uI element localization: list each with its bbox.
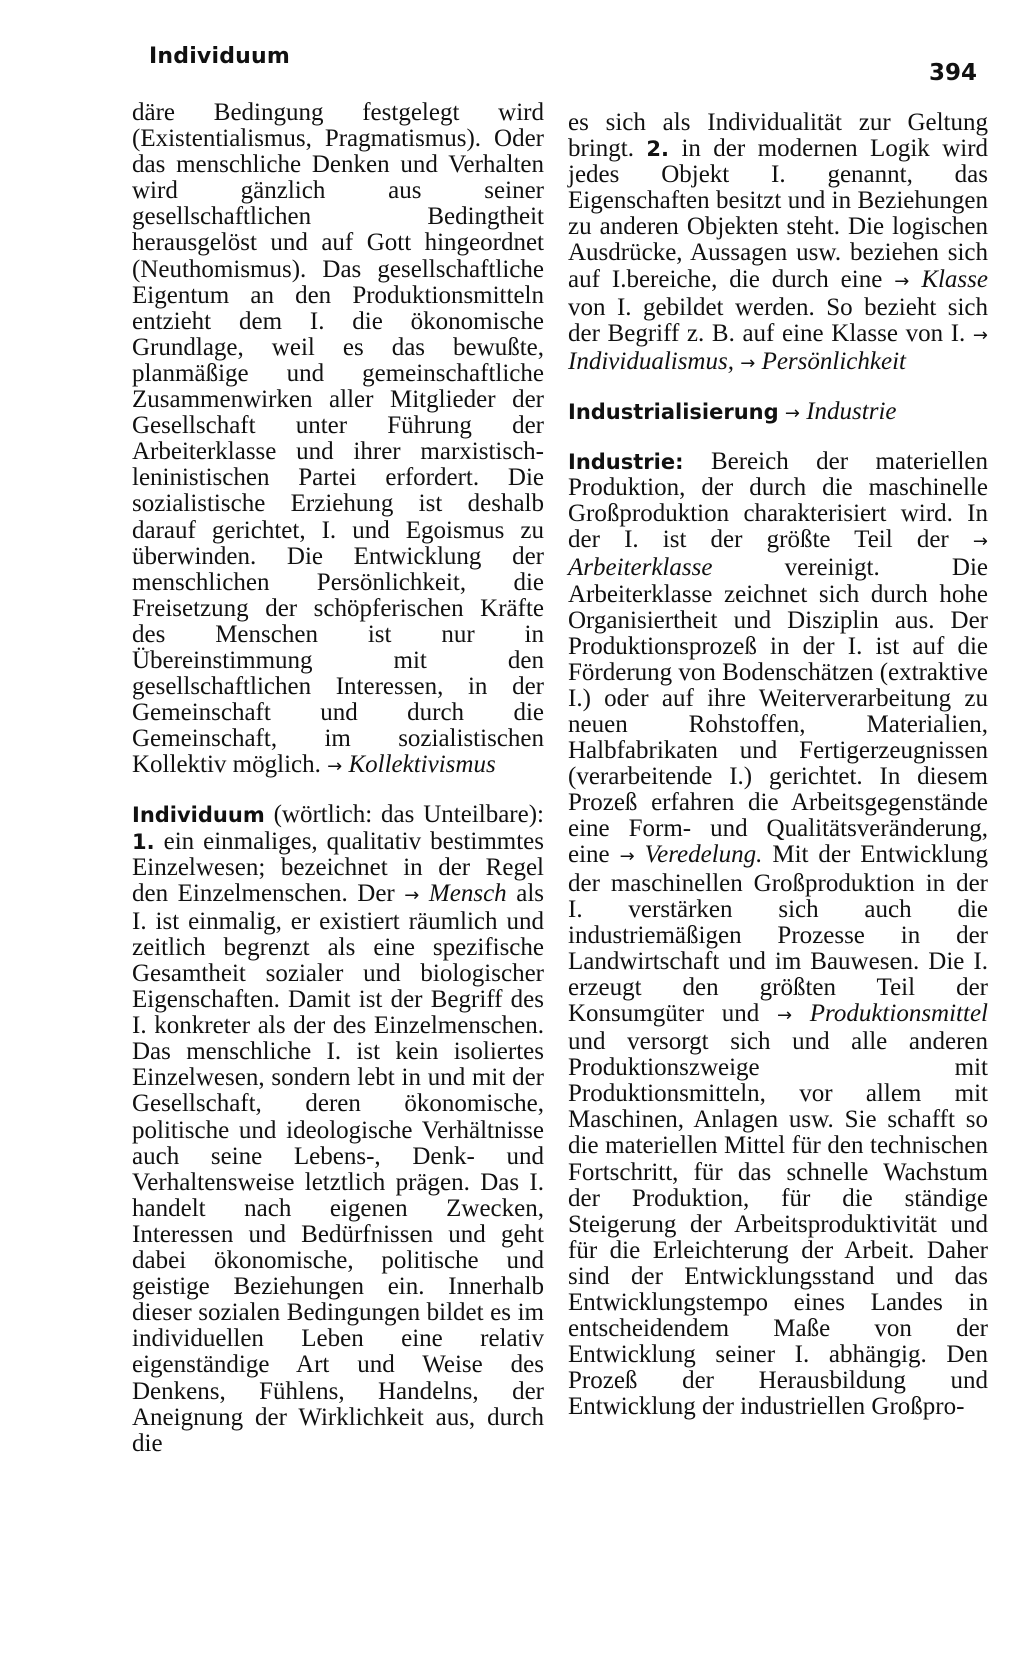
cross-reference-link[interactable]: Kollektivismus xyxy=(348,751,496,779)
cross-reference-link[interactable]: Individualismus, xyxy=(568,347,734,375)
entry-headword: Industrie: xyxy=(568,450,684,475)
entry-headword: Individuum xyxy=(132,803,265,828)
cross-reference-arrow-icon: → xyxy=(894,270,910,292)
entry-industrie xyxy=(568,449,988,1420)
cross-reference-arrow-icon: → xyxy=(776,1005,793,1026)
body-text: in der modernen Logik wird jedes Objekt I. genannt, das Eigenschaften besitzt und in Beziehungen zu anderen Objekten steht. Die logischen Ausdrücke, Aussagen usw. beziehen sich auf I.bereiche, die durch eine xyxy=(568,135,989,293)
body-text: als I. ist einmalig, er existiert räumlich und zeitlich begrenzt als eine spezifische Gesamtheit sozialer und biologischer Eigenschaften. Damit ist der Begriff des I. konkreter als der des Einzelmenschen. Das menschliche I. ist kein isoliertes Einzelwesen, sondern lebt in und mit der Gesellschaft, deren ökonomische, politische und ideologische Verhältnisse auch seine Lebens-, Denk- und Verhaltensweise letztlich prägen. Das I. handelt nach eigenen Zwecken, Interessen und Bedürfnissen und geht dabei ökonomische, politische und geistige Beziehungen ein. Innerhalb dieser sozialen Bedingungen bildet es im individuellen Leben eine relativ eigenständige Art und Weise des Denkens, Fühlens, Handelns, der Aneignung der Wirklichkeit aus, durch die xyxy=(132,879,544,1457)
cross-reference-arrow-icon: → xyxy=(972,531,989,553)
cross-reference-link[interactable]: Klasse xyxy=(921,265,988,293)
body-text: däre Bedingung festgelegt wird (Existentialismus, Pragmatismus). Oder das menschliche Denken und Verhalten wird gänzlich aus seiner gesellschaftlichen Bedingtheit herausgelöst und auf Gott hingeordnet (Neuthomismus). Das gesellschaftliche Eigentum an den Produktionsmitteln entzieht dem I. die ökonomische Grundlage, weil es das bewußte, planmäßige und gemeinschaftliche Zusammenwirken aller Mitglieder der Gesellschaft unter Führung der Arbeiterklasse und ihrer marxistisch-leninistischen Partei erfordert. Die sozialistische Erziehung ist deshalb darauf gerichtet, I. und Egoismus zu überwinden. Die Entwicklung der menschlichen Persönlichkeit, die Freisetzung der schöpferischen Kräfte des Menschen ist nur in Übereinstimmung mit den gesellschaftlichen Interessen, in der Gemeinschaft und durch die Gemeinschaft, im sozialistischen Kollektiv möglich. xyxy=(132,99,544,779)
body-text: es sich als Individualität zur Geltung bringt. xyxy=(568,109,988,163)
cross-reference-arrow-icon: → xyxy=(619,846,635,868)
cross-reference-link[interactable]: Industrie xyxy=(806,397,897,425)
cross-reference-arrow-icon: → xyxy=(972,324,989,346)
cross-reference-link[interactable]: Produktionsmittel xyxy=(809,1000,988,1027)
cross-reference-arrow-icon: → xyxy=(404,884,420,906)
body-text: von I. gebildet werden. So bezieht sich der Begriff z. B. auf eine Klasse von I. xyxy=(568,293,988,347)
page-number: 394 xyxy=(928,60,977,86)
running-head: Individuum xyxy=(149,44,291,69)
sense-number: 1. xyxy=(132,829,155,854)
cross-reference-link[interactable]: Arbeiterklasse xyxy=(568,554,713,582)
entry-headword: Industrialisierung xyxy=(568,399,779,424)
right-column xyxy=(568,110,988,1421)
cross-reference-arrow-icon: → xyxy=(327,756,343,778)
body-text: vereinigt. Die Arbeiterklasse zeichnet sich durch hohe Organisiertheit und Disziplin aus. Der Produktionsprozeß in der I. ist auf die Förderung von Bodenschätzen (extraktive I.) oder auf ihre Weiterverarbeitung zu neuen Rohstoffen, Materialien, Halbfabrikaten und Fertigerzeugnissen (verarbeitende I.) gerichtet. In diesem Prozeß erfahren die Arbeitsgegenstände eine Form- und Qualitätsveränderung, eine xyxy=(568,554,989,869)
sense-number: 2. xyxy=(646,137,669,162)
continuation-paragraph xyxy=(132,100,544,780)
cross-reference-link[interactable]: Veredelung. xyxy=(644,841,763,869)
body-text: (wörtlich: das Unteilbare): xyxy=(273,801,545,829)
cross-reference-link[interactable]: Mensch xyxy=(428,879,507,907)
body-text: Mit der Entwicklung der maschinellen Großproduktion in der I. verstärken sich auch die industriemäßigen Prozesse in der Landwirtschaft und im Bauwesen. Die I. erzeugt den größten Teil der Konsumgüter und xyxy=(568,841,989,1027)
body-text: Bereich der materiellen Produktion, der durch die maschinelle Großproduktion charakterisiert wird. In der I. ist der größte Teil der xyxy=(568,448,988,554)
body-text: und versorgt sich und alle anderen Produktionszweige mit Produktionsmitteln, vor allem mit Maschinen, Anlagen usw. Sie schafft so die materiellen Mittel für den technischen Fortschritt, für das schnelle Wachstum der Produktion, für die ständige Steigerung der Arbeitsproduktivität und für die Erleichterung der Arbeit. Daher sind der Entwicklungsstand und das Entwicklungstempo eines Landes in entscheidendem Maße von der Entwicklung seiner I. abhängig. Den Prozeß der Herausbildung und Entwicklung der industriellen Großpro- xyxy=(568,1028,988,1421)
cross-reference-arrow-icon: → xyxy=(784,402,800,424)
body-text: ein einmaliges, qualitativ bestimmtes Einzelwesen; bezeichnet in der Regel den Einzelmenschen. Der xyxy=(132,827,544,907)
cross-reference-link[interactable]: Persönlichkeit xyxy=(761,347,906,375)
entry-individuum xyxy=(132,802,544,1456)
continuation-paragraph xyxy=(568,110,988,377)
cross-reference-arrow-icon: → xyxy=(740,352,756,374)
entry-industrialisierung xyxy=(568,399,988,427)
left-column xyxy=(132,100,544,1457)
